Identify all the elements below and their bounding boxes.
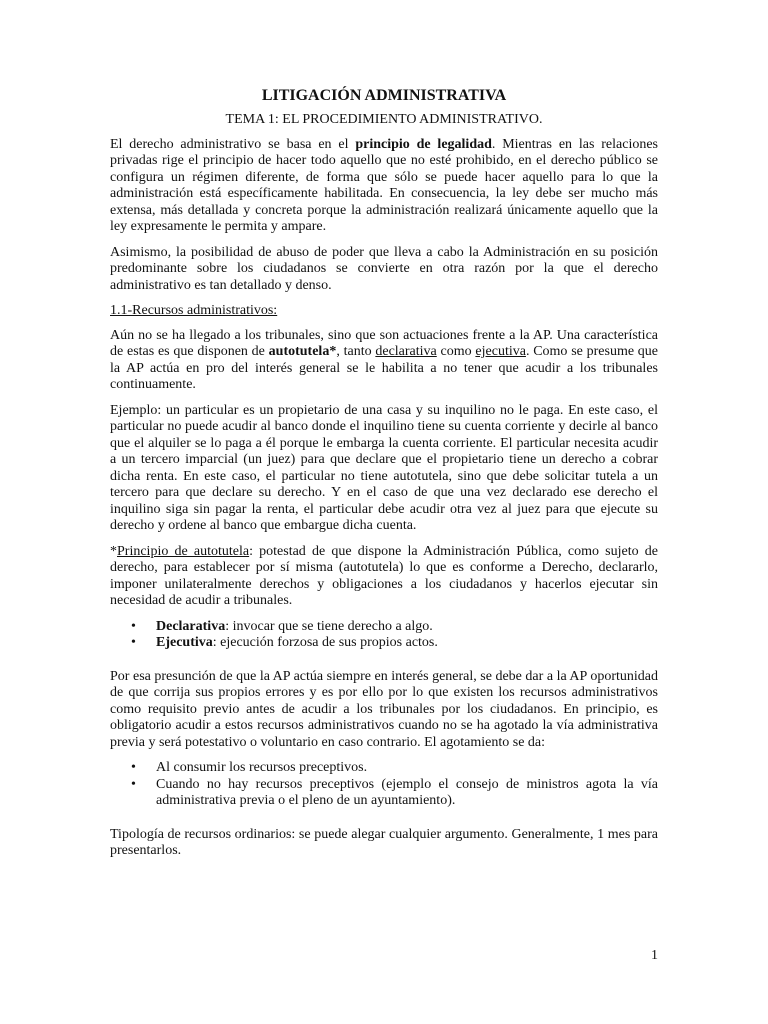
text-run: como: [436, 344, 476, 359]
text-run: Al consumir los recursos preceptivos.: [156, 760, 368, 775]
paragraph-abuso-poder: Asimismo, la posibilidad de abuso de poder que lleva a cabo la Administración en su posición predominante sobre los ciudadanos se convierte en otra razón por la que el derecho administrativo es tan detallado y denso.: [110, 244, 658, 293]
paragraph-principio-autotutela: [110, 544, 658, 610]
list-item: [131, 760, 658, 777]
bold-term: Declarativa: [156, 618, 226, 634]
bullet-icon: •: [131, 635, 136, 650]
text-run: Aún no se ha llegado a los tribunales, sino que son actuaciones frente a la AP. Una característica de estas es que disponen de: [110, 327, 658, 359]
bold-term: principio de legalidad: [355, 136, 492, 152]
spacer: [110, 661, 658, 669]
bold-term: autotutela*: [268, 344, 337, 359]
bold-term: Ejecutiva: [156, 635, 213, 650]
bullet-icon: •: [131, 760, 136, 775]
document-subtitle: TEMA 1: EL PROCEDIMIENTO ADMINISTRATIVO.: [225, 112, 543, 127]
underlined-term: Principio de autotutela: [117, 543, 250, 559]
document-title: LITIGACIÓN ADMINISTRATIVA: [261, 87, 507, 104]
text-run: *: [110, 543, 117, 559]
spacer: [110, 819, 658, 827]
text-run: : potestad de que dispone la Administración Pública, como sujeto de derecho, para establecer por sí misma (autotutela) lo que es conforme a Derecho, declararlo, imponer unilateralmente derechos y obligaciones a los ciudadanos y hacerlos ejecutar sin necesidad de acudir a tribunales.: [110, 543, 658, 608]
text-run: , tanto: [336, 344, 376, 359]
paragraph-autotutela: [110, 328, 658, 394]
text-run: El derecho administrativo se basa en el: [110, 136, 356, 152]
autotutela-types-list: [110, 619, 658, 652]
list-item: [131, 776, 658, 810]
list-item: [131, 618, 658, 636]
agotamiento-list: [110, 760, 658, 810]
text-run: . Mientras en las relaciones privadas rige el principio de hacer todo aquello que no esté prohibido, en el derecho público se configura un régimen diferente, de forma que sólo se puede hacer aquello para lo que la administración está específicamente habilitada. En consecuencia, la ley debe ser mucho más extensa, más detallada y concreta porque la administración realizará únicamente aquello que la ley expresamente le permita y ampare.: [110, 136, 658, 234]
text-run: : ejecución forzosa de sus propios actos.: [212, 635, 438, 650]
paragraph-tipologia: Tipología de recursos ordinarios: se puede alegar cualquier argumento. Generalmente, 1 mes para presentarlos.: [110, 826, 658, 858]
paragraph-presuncion: Por esa presunción de que la AP actúa siempre en interés general, se debe dar a la AP oportunidad de que corrija sus propios errores y es por ello por lo que existen los recursos administrativos como requisito previo antes de acudir a los tribunales por los ciudadanos. En principio, es obligatorio acudir a estos recursos administrativos cuando no se ha agotado la vía administrativa previa y será potestativo o voluntario en caso contrario. El agotamiento se da:: [110, 668, 658, 750]
text-run: : invocar que se tiene derecho a algo.: [225, 618, 433, 634]
text-run: Cuando no hay recursos preceptivos (ejemplo el consejo de ministros agota la vía administrativa previa o el pleno de un ayuntamiento).: [156, 776, 658, 808]
bullet-icon: •: [131, 618, 136, 634]
paragraph-legalidad: [110, 137, 658, 236]
section-heading: 1.1-Recursos administrativos:: [110, 303, 278, 318]
list-item: [131, 635, 658, 652]
page-number: 1: [651, 948, 658, 963]
underlined-term: ejecutiva: [475, 344, 526, 359]
text-run: . Como se presume que la AP actúa en pro del interés general se le habilita a no tener que acudir a los tribunales continuamente.: [110, 344, 659, 392]
bullet-icon: •: [131, 776, 136, 792]
underlined-term: declarativa: [375, 344, 437, 359]
paragraph-ejemplo: Ejemplo: un particular es un propietario de una casa y su inquilino no le paga. En este caso, el particular no puede acudir al banco donde el inquilino tiene su cuenta corriente y decirle al banco que el alquiler se lo paga a él porque le embarga la cuenta corriente. El particular necesita acudir a un tercero imparcial (un juez) para que declare que el propietario tiene un derecho a cobrar dicha renta. En este caso, el particular no tiene autotutela, sino que debe solicitar tutela a un tercero para que declare su derecho. Y en el caso de que una vez declarado ese derecho el inquilino siga sin pagar la renta, el particular debe acudir otra vez al juez para que ejecute su derecho y ordene al banco que embargue dicha cuenta.: [110, 402, 658, 533]
